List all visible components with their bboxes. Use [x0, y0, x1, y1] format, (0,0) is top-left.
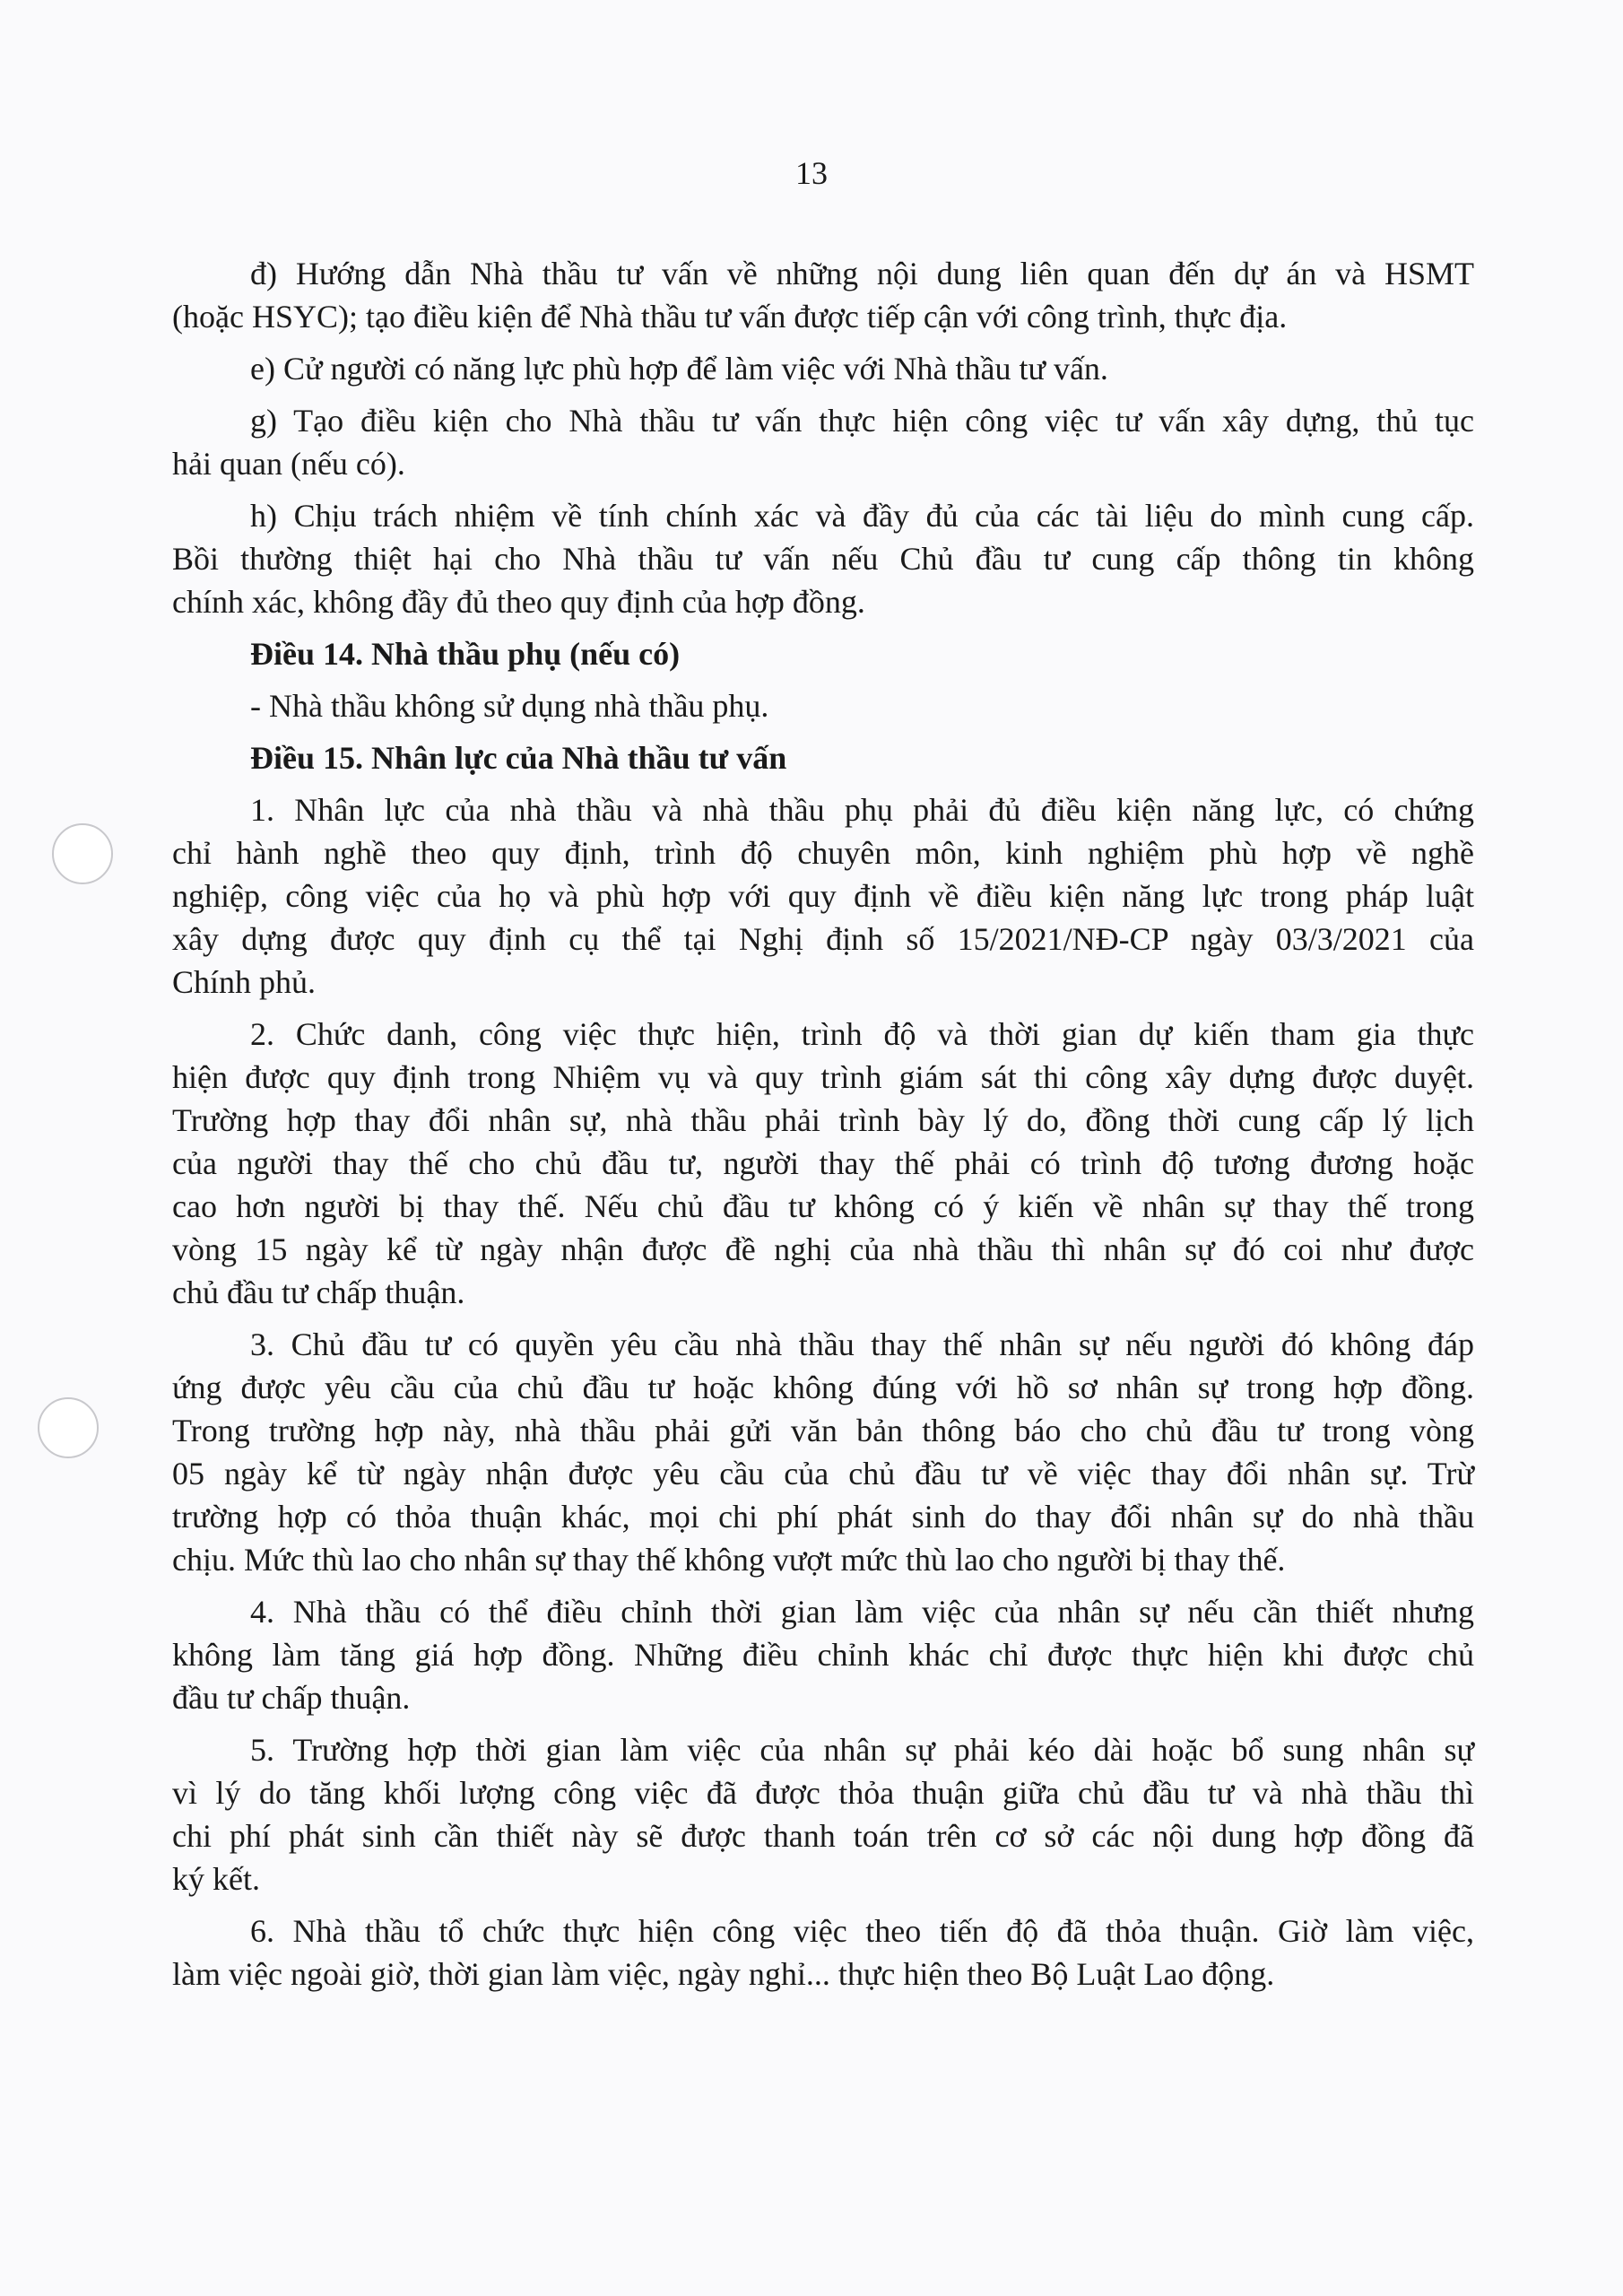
text-line: h) Chịu trách nhiệm về tính chính xác và đầy đủ của các tài liệu do mình cung cấp.	[250, 498, 1474, 534]
paragraph	[172, 1728, 1474, 1900]
text-line: nghiệp, công việc của họ và phù hợp với quy định về điều kiện năng lực trong pháp luật	[172, 878, 1474, 914]
paragraph	[172, 1590, 1474, 1719]
text-line: đầu tư chấp thuận.	[172, 1680, 411, 1716]
text-line: 05 ngày kể từ ngày nhận được yêu cầu của chủ đầu tư về việc thay đổi nhân sự. Trừ	[172, 1456, 1474, 1492]
paragraph	[172, 1013, 1474, 1314]
text-line: chịu. Mức thù lao cho nhân sự thay thế không vượt mức thù lao cho người bị thay thế.	[172, 1542, 1286, 1578]
punch-hole	[52, 823, 113, 884]
paragraph	[172, 347, 1474, 390]
text-line: làm việc ngoài giờ, thời gian làm việc, ngày nghỉ... thực hiện theo Bộ Luật Lao động.	[172, 1956, 1275, 1992]
text-line: Trong trường hợp này, nhà thầu phải gửi văn bản thông báo cho chủ đầu tư trong vòng	[172, 1413, 1474, 1448]
text-line: ứng được yêu cầu của chủ đầu tư hoặc không đúng với hồ sơ nhân sự trong hợp đồng.	[172, 1370, 1474, 1405]
text-line: vòng 15 ngày kể từ ngày nhận được đề nghị của nhà thầu thì nhân sự đó coi như được	[172, 1231, 1474, 1267]
text-line: g) Tạo điều kiện cho Nhà thầu tư vấn thực hiện công việc tư vấn xây dựng, thủ tục	[250, 403, 1474, 439]
text-line: 5. Trường hợp thời gian làm việc của nhân sự phải kéo dài hoặc bổ sung nhân sự	[250, 1732, 1474, 1768]
text-line: 6. Nhà thầu tổ chức thực hiện công việc theo tiến độ đã thỏa thuận. Giờ làm việc,	[250, 1913, 1474, 1949]
text-line: đ) Hướng dẫn Nhà thầu tư vấn về những nội dung liên quan đến dự án và HSMT	[250, 256, 1474, 291]
text-line: 2. Chức danh, công việc thực hiện, trình độ và thời gian dự kiến tham gia thực	[250, 1016, 1474, 1052]
punch-hole	[38, 1397, 99, 1458]
bullet-item	[172, 684, 1474, 727]
document-body	[172, 252, 1474, 2005]
text-line: 1. Nhân lực của nhà thầu và nhà thầu phụ phải đủ điều kiện năng lực, có chứng	[250, 792, 1474, 828]
page-number: 13	[795, 155, 828, 191]
text-line: chi phí phát sinh cần thiết này sẽ được thanh toán trên cơ sở các nội dung hợp đồng đã	[172, 1818, 1474, 1854]
text-line: Điều 14. Nhà thầu phụ (nếu có)	[250, 636, 681, 672]
paragraph	[172, 1909, 1474, 1996]
paragraph	[172, 494, 1474, 623]
paragraph	[172, 1323, 1474, 1581]
text-line: cao hơn người bị thay thế. Nếu chủ đầu tư không có ý kiến về nhân sự thay thế trong	[172, 1188, 1474, 1224]
section-heading	[172, 632, 1474, 675]
text-line: Bồi thường thiệt hại cho Nhà thầu tư vấn nếu Chủ đầu tư cung cấp thông tin không	[172, 541, 1474, 577]
text-line: 3. Chủ đầu tư có quyền yêu cầu nhà thầu thay thế nhân sự nếu người đó không đáp	[250, 1326, 1474, 1362]
text-line: 4. Nhà thầu có thể điều chỉnh thời gian làm việc của nhân sự nếu cần thiết nhưng	[250, 1594, 1474, 1630]
text-line: xây dựng được quy định cụ thể tại Nghị định số 15/2021/NĐ-CP ngày 03/3/2021 của	[172, 921, 1474, 957]
text-line: - Nhà thầu không sử dụng nhà thầu phụ.	[250, 688, 769, 724]
text-line: của người thay thế cho chủ đầu tư, người thay thế phải có trình độ tương đương hoặc	[172, 1145, 1474, 1181]
text-line: ký kết.	[172, 1861, 260, 1897]
text-line: Điều 15. Nhân lực của Nhà thầu tư vấn	[250, 740, 787, 776]
paragraph	[172, 788, 1474, 1004]
text-line: Chính phủ.	[172, 964, 317, 1000]
text-line: chính xác, không đầy đủ theo quy định của hợp đồng.	[172, 584, 865, 620]
text-line: không làm tăng giá hợp đồng. Những điều chỉnh khác chỉ được thực hiện khi được chủ	[172, 1637, 1474, 1673]
text-line: chủ đầu tư chấp thuận.	[172, 1274, 465, 1310]
text-line: (hoặc HSYC); tạo điều kiện để Nhà thầu tư vấn được tiếp cận với công trình, thực địa.	[172, 299, 1288, 335]
text-line: hải quan (nếu có).	[172, 446, 405, 482]
text-line: Trường hợp thay đổi nhân sự, nhà thầu phải trình bày lý do, đồng thời cung cấp lý lịch	[172, 1102, 1474, 1138]
section-heading	[172, 736, 1474, 779]
text-line: trường hợp có thỏa thuận khác, mọi chi phí phát sinh do thay đổi nhân sự do nhà thầu	[172, 1499, 1474, 1535]
text-line: e) Cử người có năng lực phù hợp để làm việc với Nhà thầu tư vấn.	[250, 351, 1108, 387]
text-line: vì lý do tăng khối lượng công việc đã được thỏa thuận giữa chủ đầu tư và nhà thầu thì	[172, 1775, 1474, 1811]
paragraph	[172, 399, 1474, 485]
paragraph	[172, 252, 1474, 338]
text-line: hiện được quy định trong Nhiệm vụ và quy trình giám sát thi công xây dựng được duyệt.	[172, 1059, 1474, 1095]
text-line: chỉ hành nghề theo quy định, trình độ chuyên môn, kinh nghiệm phù hợp về nghề	[172, 835, 1474, 871]
